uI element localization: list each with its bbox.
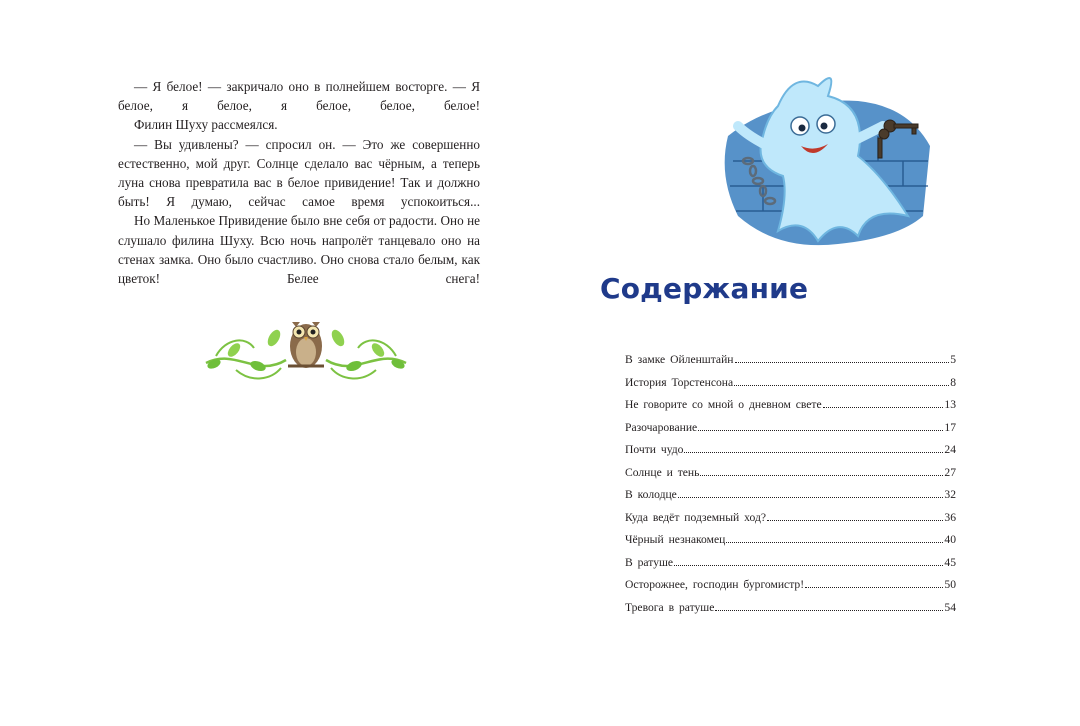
toc-entry-title: История Торстенсона xyxy=(625,375,734,389)
toc-entry[interactable] xyxy=(625,466,956,489)
story-paragraph: Но Маленькое Привидение было вне себя от радости. Оно не слушало филина Шуху. Всю ночь напролёт танцевало оно на стенах замка. Оно было счастливо. Оно снова стало белым, как цветок! Белее снега! xyxy=(118,213,480,287)
dot-leader xyxy=(698,430,943,431)
toc-entry-page: 27 xyxy=(944,465,956,479)
story-paragraph: — Вы удивлены? — спросил он. — Это же совершенно естественно, мой друг. Солнце сделало вас чёрным, а теперь луна снова превратила вас в белое привидение! Так и должно быть! Я думаю, сейчас самое время успокоиться... xyxy=(118,136,480,210)
toc-entry-page: 32 xyxy=(944,488,956,502)
toc-entry[interactable] xyxy=(625,578,956,601)
toc-entry-title: В замке Ойленштайн xyxy=(625,353,734,366)
toc-entry[interactable] xyxy=(625,443,956,466)
toc-entry-page: 40 xyxy=(944,533,956,547)
owl-vine-icon xyxy=(196,308,416,383)
toc-entry-page: 50 xyxy=(944,578,956,592)
toc-entry-page: 5 xyxy=(950,353,956,366)
toc-entry[interactable] xyxy=(625,421,956,444)
toc-entry-title: Осторожнее, господин бургомистр! xyxy=(625,578,805,592)
dot-leader xyxy=(678,497,944,498)
toc-entry-title: Не говорите со мной о дневном свете xyxy=(625,398,822,412)
toc-entry-title: Тревога в ратуше xyxy=(625,601,715,615)
right-page xyxy=(540,0,1080,726)
dot-leader xyxy=(674,565,943,566)
toc-entry-title: В ратуше xyxy=(625,555,674,569)
toc-heading: Содержание xyxy=(600,272,809,305)
dot-leader xyxy=(684,452,943,453)
dot-leader xyxy=(715,610,943,611)
toc-entry-title: В колодце xyxy=(625,488,677,502)
toc-entry[interactable] xyxy=(625,556,956,579)
dot-leader xyxy=(767,520,943,521)
dot-leader xyxy=(700,475,943,476)
toc-entry-page: 36 xyxy=(944,510,956,524)
toc-entry-page: 17 xyxy=(944,420,956,434)
toc-entry-title: Чёрный незнакомец xyxy=(625,533,726,547)
dot-leader xyxy=(735,362,950,363)
table-of-contents xyxy=(625,353,956,624)
toc-entry-page: 8 xyxy=(950,375,956,389)
toc-entry[interactable] xyxy=(625,398,956,421)
story-paragraph: Филин Шуху рассмеялся. xyxy=(134,117,278,133)
toc-entry-title: Солнце и тень xyxy=(625,465,700,479)
dot-leader xyxy=(823,407,944,408)
toc-entry-title: Разочарование xyxy=(625,420,698,434)
toc-entry[interactable] xyxy=(625,488,956,511)
toc-entry[interactable] xyxy=(625,376,956,399)
ghost-with-keys-icon xyxy=(708,66,940,266)
toc-entry-title: Почти чудо xyxy=(625,443,684,457)
toc-entry-page: 24 xyxy=(944,443,956,457)
toc-entry-title: Куда ведёт подземный ход? xyxy=(625,510,767,524)
toc-entry-page: 13 xyxy=(944,398,956,412)
toc-entry-page: 54 xyxy=(944,601,956,615)
dot-leader xyxy=(726,542,943,543)
toc-entry-page: 45 xyxy=(944,555,956,569)
toc-entry[interactable] xyxy=(625,601,956,624)
story-paragraph: — Я белое! — закричало оно в полнейшем восторге. — Я белое, я белое, я белое, белое, белое! xyxy=(118,79,480,114)
dot-leader xyxy=(734,385,949,386)
toc-entry[interactable] xyxy=(625,353,956,376)
dot-leader xyxy=(805,587,943,588)
toc-entry[interactable] xyxy=(625,533,956,556)
story-text xyxy=(118,77,480,288)
toc-entry[interactable] xyxy=(625,511,956,534)
